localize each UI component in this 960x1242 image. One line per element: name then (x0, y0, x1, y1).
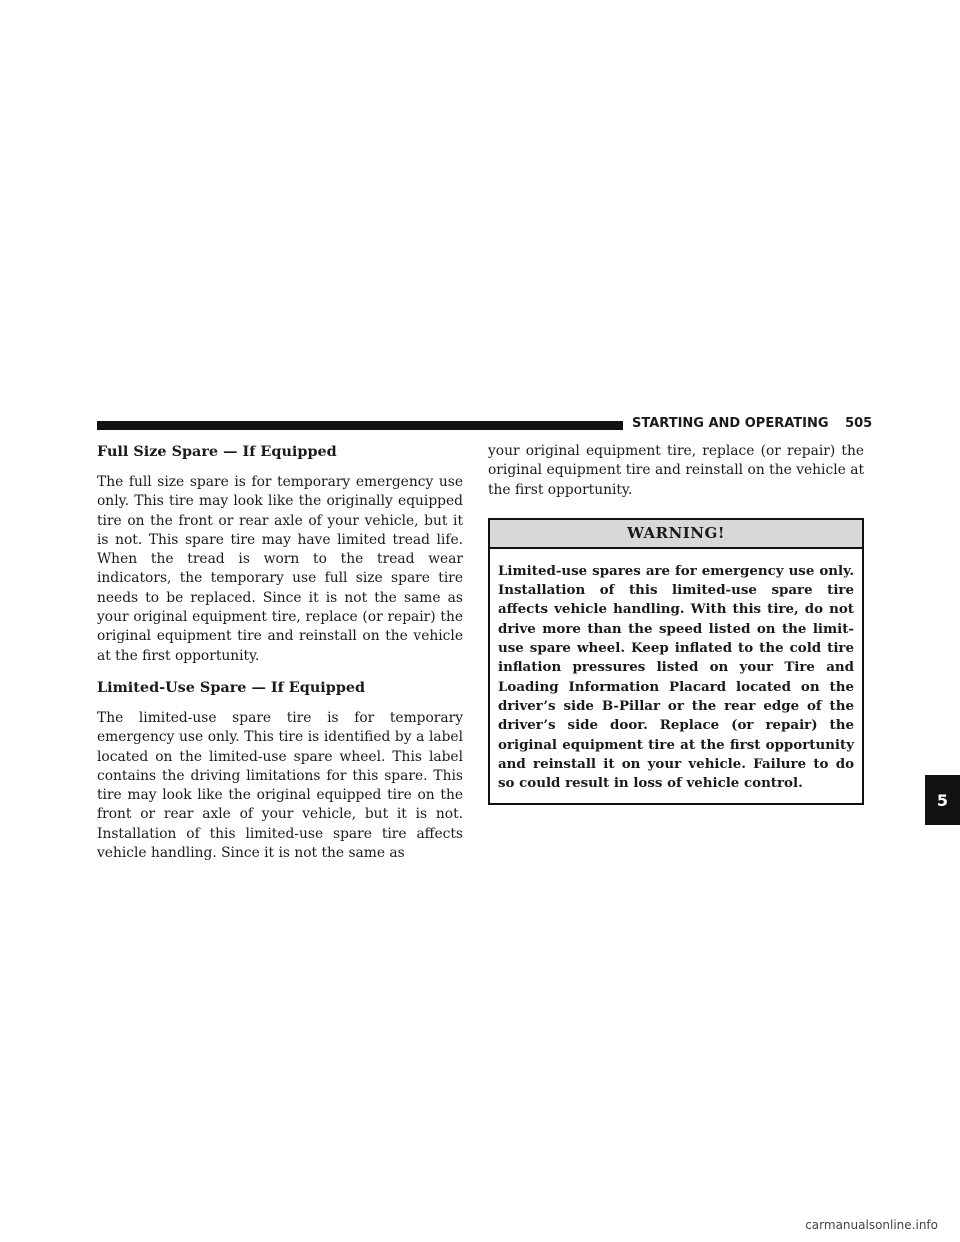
left-column (97, 442, 463, 875)
warning-box (488, 518, 864, 806)
header-rule (97, 421, 623, 430)
paragraph-continuation: your original equipment tire, replace (or repair) the original equipment tire and reinstall on the vehicle at the first opportunity. (488, 443, 864, 498)
warning-title: WARNING! (490, 520, 862, 549)
chapter-number: 5 (936, 790, 949, 810)
chapter-tab (925, 775, 960, 825)
heading-limited-use-spare: Limited-Use Spare — If Equipped (97, 678, 366, 696)
footer-watermark: carmanualsonline.info (805, 1218, 938, 1232)
right-column (488, 442, 864, 805)
heading-full-size-spare: Full Size Spare — If Equipped (97, 443, 337, 460)
paragraph-limited-use-spare: The limited-use spare tire is for temporary emergency use only. This tire is identified by a label located on the limited-use spare wheel. This label contains the driving limitations for this spare. This tire may look like the original equipped tire on the front or rear axle of your vehicle, but it is not. Installation of this limited-use spare tire affects vehicle handling. Since it is not the same as (97, 709, 463, 862)
paragraph-full-size-spare: The full size spare is for temporary emergency use only. This tire may look like the originally equipped tire on the front or rear axle of your vehicle, but it is not. This spare tire may have limited tread life. When the tread is worn to the tread wear indicators, the temporary use full size spare tire needs to be replaced. Since it is not the same as your original equipment tire, replace (or repair) the original equipment tire and reinstall on the vehicle at the first opportunity. (97, 474, 463, 664)
section-title: STARTING AND OPERATING (632, 416, 829, 431)
warning-body: Limited-use spares are for emergency use only. Installation of this limited-use spare tire affects vehicle handling. With this tire, do not drive more than the speed listed on the limit-use spare wheel. Keep inflated to the cold tire inflation pressures listed on your Tire and Loading Information Placard located on the driver’s side B-Pillar or the rear edge of the driver’s side door. Replace (or repair) the original equipment tire at the first opportunity and reinstall it on your vehicle. Failure to do so could result in loss of vehicle control. (498, 562, 854, 792)
page-number: 505 (845, 416, 873, 431)
running-header (632, 416, 872, 431)
